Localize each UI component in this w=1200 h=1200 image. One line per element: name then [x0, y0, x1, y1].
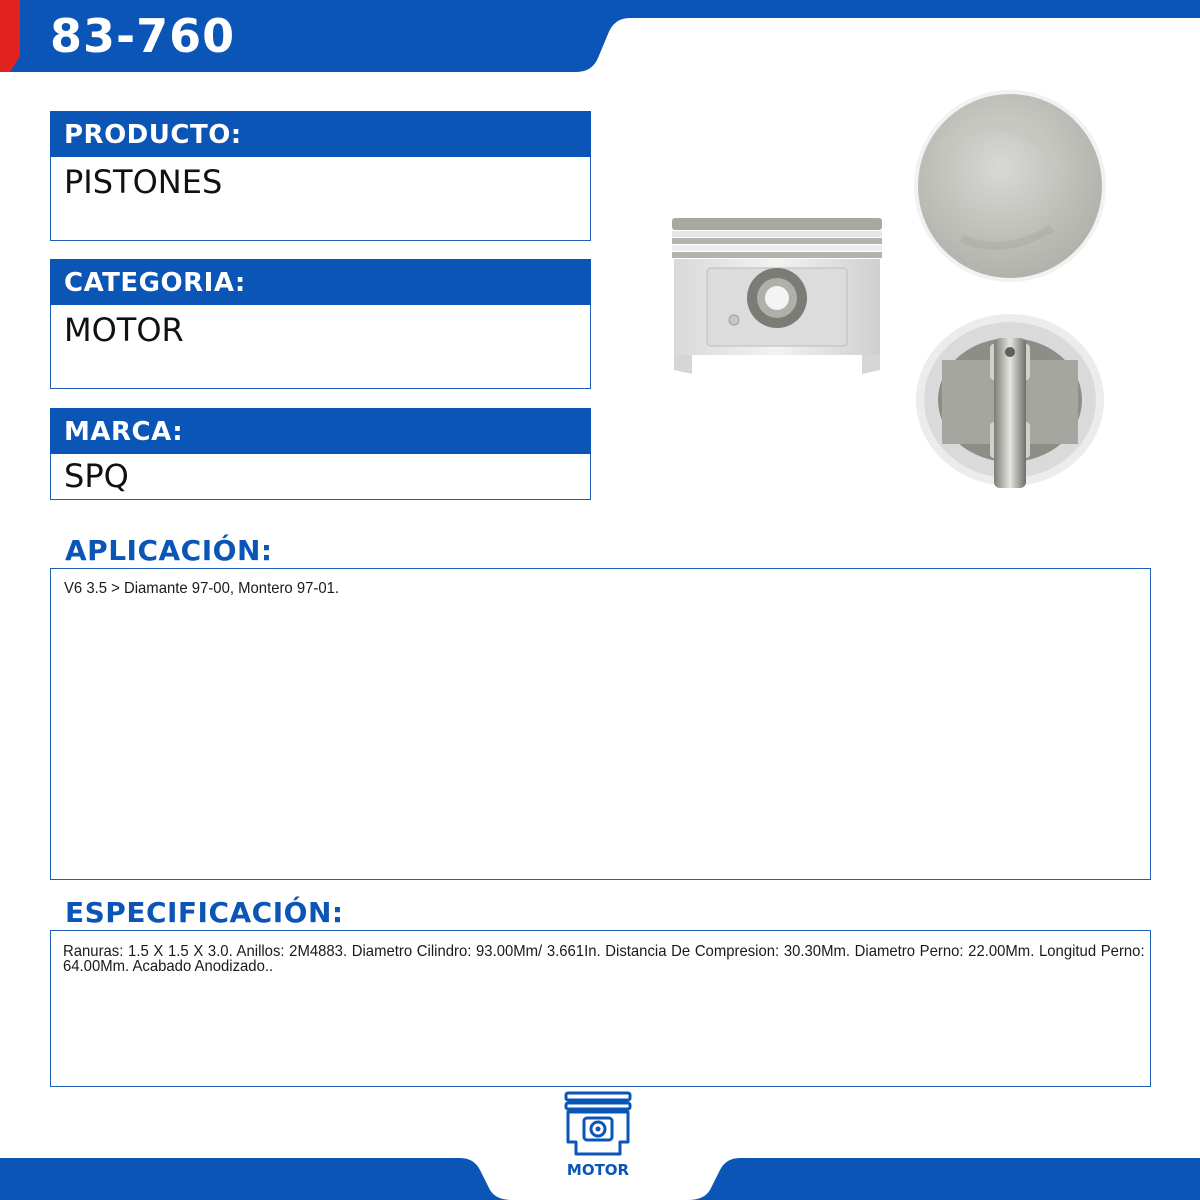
piston-crown-photo — [912, 88, 1108, 284]
field-marca — [50, 408, 591, 500]
footer-category-label: MOTOR — [566, 1161, 630, 1179]
field-producto — [50, 111, 591, 241]
especificacion-box — [50, 930, 1151, 1087]
especificacion-heading: ESPECIFICACIÓN: — [65, 896, 344, 929]
field-marca-label: MARCA: — [50, 408, 591, 454]
aplicacion-text: V6 3.5 > Diamante 97-00, Montero 97-01. — [64, 580, 340, 597]
field-categoria — [50, 259, 591, 389]
field-producto-label: PRODUCTO: — [50, 111, 591, 157]
field-marca-value: SPQ — [50, 454, 591, 500]
especificacion-text: Ranuras: 1.5 X 1.5 X 3.0. Anillos: 2M4883. Diametro Cilindro: 93.00Mm/ 3.661In. Distancia De Compresion: 30.30Mm. Diametro Perno: 22.00Mm. Longitud Perno: 64.00Mm. Acabado Anodizado.. — [63, 943, 1145, 975]
aplicacion-box — [50, 568, 1151, 880]
piston-side-photo — [662, 210, 892, 380]
field-producto-value: PISTONES — [50, 157, 591, 241]
part-number: 83-760 — [50, 9, 236, 63]
aplicacion-heading: APLICACIÓN: — [65, 534, 273, 567]
field-categoria-label: CATEGORIA: — [50, 259, 591, 305]
field-categoria-value: MOTOR — [50, 305, 591, 389]
piston-underside-photo — [912, 312, 1108, 492]
piston-icon — [562, 1090, 634, 1158]
